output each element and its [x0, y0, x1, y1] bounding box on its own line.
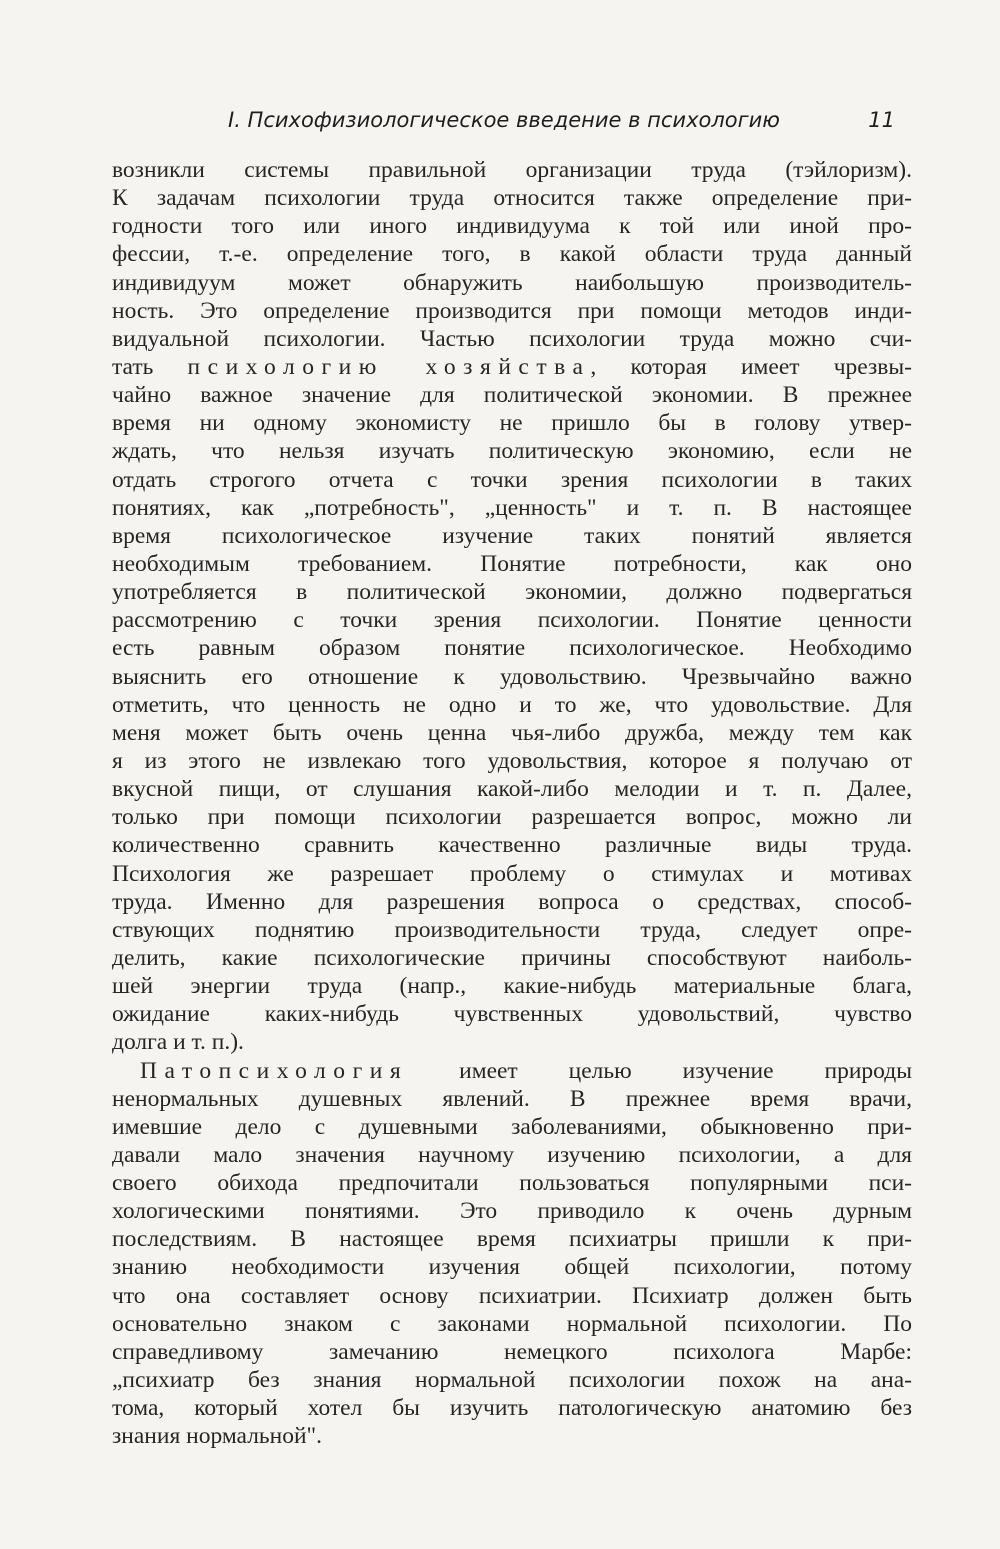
running-head — [90, 108, 910, 144]
text-line: индивидуум может обнаружить наибольшую производитель- — [112, 269, 912, 296]
text-line: знания нормальной". — [112, 1423, 323, 1450]
text-line: К задачам психологии труда относится также определение при- — [112, 185, 912, 212]
text-line: имевшие дело с душевными заболеваниями, обыкновенно при- — [112, 1113, 912, 1140]
text-line: долга и т. п.). — [112, 1029, 244, 1056]
page-number: 11 — [868, 108, 895, 132]
text-line: своего обихода предпочитали пользоваться популярными пси- — [112, 1170, 912, 1197]
text-line: ждать, что нельзя изучать политическую экономию, если не — [112, 438, 912, 465]
text-line: время ни одному экономисту не пришло бы в голову утвер- — [112, 410, 912, 437]
spaced-term: Патопсихология — [140, 1057, 409, 1084]
spaced-term: психологию хозяйства — [187, 353, 591, 380]
text-line: необходимым требованием. Понятие потребности, как оно — [112, 550, 912, 577]
text-line: ность. Это определение производится при помощи методов инди- — [112, 297, 912, 324]
text-line: шей энергии труда (напр., какие-нибудь материальные блага, — [112, 973, 912, 1000]
text-line: ствующих поднятию производительности труда, следует опре- — [112, 916, 912, 943]
text-line — [112, 353, 912, 381]
text-line: тома, который хотел бы изучить патологическую анатомию без — [112, 1395, 912, 1422]
text-line: фессии, т.-е. определение того, в какой области труда данный — [112, 241, 912, 268]
body-text — [112, 156, 912, 1450]
text-line: меня может быть очень ценна чья-либо дружба, между тем как — [112, 719, 912, 746]
text-line: что она составляет основу психиатрии. Психиатр должен быть — [112, 1282, 912, 1309]
text-line: последствиям. В настоящее время психиатры пришли к при- — [112, 1226, 912, 1253]
text-line: я из этого не извлекаю того удовольствия, которое я получаю от — [112, 747, 912, 774]
text-line: ненормальных душевных явлений. В прежнее время врачи, — [112, 1085, 912, 1112]
text-line: годности того или иного индивидуума к той или иной про- — [112, 213, 912, 240]
text-line: выяснить его отношение к удовольствию. Чрезвычайно важно — [112, 663, 912, 690]
text-line: рассмотрению с точки зрения психологии. Понятие ценности — [112, 607, 912, 634]
running-title: I. Психофизиологическое введение в психологию — [228, 108, 780, 132]
text-line: труда. Именно для разрешения вопроса о средствах, способ- — [112, 888, 912, 915]
text-line: время психологическое изучение таких понятий является — [112, 522, 912, 549]
text-line: видуальной психологии. Частью психологии труда можно счи- — [112, 325, 912, 352]
text-run: имеет целью изучение природы — [408, 1057, 912, 1084]
text-line: вкусной пищи, от слушания какой-либо мелодии и т. п. Далее, — [112, 776, 912, 803]
text-line: возникли системы правильной организации труда (тэйлоризм). — [112, 157, 912, 183]
text-line: понятиях, как „потребность", „ценность" и т. п. В настоящее — [112, 494, 912, 521]
text-line: давали мало значения научному изучению психологии, а для — [112, 1141, 912, 1168]
text-line: „психиатр без знания нормальной психологии похож на ана- — [112, 1367, 912, 1394]
text-line: чайно важное значение для политической экономии. В прежнее — [112, 382, 912, 409]
text-line: знанию необходимости изучения общей психологии, потому — [112, 1254, 912, 1281]
text-line: ожидание каких-нибудь чувственных удовольствий, чувство — [112, 1001, 912, 1028]
text-line: Психология же разрешает проблему о стимулах и мотивах — [112, 860, 912, 887]
text-line: основательно знаком с законами нормальной психологии. По — [112, 1310, 912, 1337]
text-run: тать — [112, 353, 188, 380]
text-line: употребляется в политической экономии, должно подвергаться — [112, 579, 912, 606]
text-line: только при помощи психологии разрешается вопрос, можно ли — [112, 804, 912, 831]
text-line: отдать строгого отчета с точки зрения психологии в таких — [112, 466, 912, 493]
text-line — [112, 1057, 912, 1085]
text-line: справедливому замечанию немецкого психолога Марбе: — [112, 1338, 912, 1365]
text-line: хологическими понятиями. Это приводило к очень дурным — [112, 1198, 912, 1225]
text-line: есть равным образом понятие психологическое. Необходимо — [112, 635, 912, 662]
text-line: отметить, что ценность не одно и то же, что удовольствие. Для — [112, 691, 912, 718]
text-run: , которая имеет чрезвы- — [590, 353, 912, 380]
text-line: делить, какие психологические причины способствуют наиболь- — [112, 944, 912, 971]
text-line: количественно сравнить качественно различные виды труда. — [112, 832, 912, 859]
